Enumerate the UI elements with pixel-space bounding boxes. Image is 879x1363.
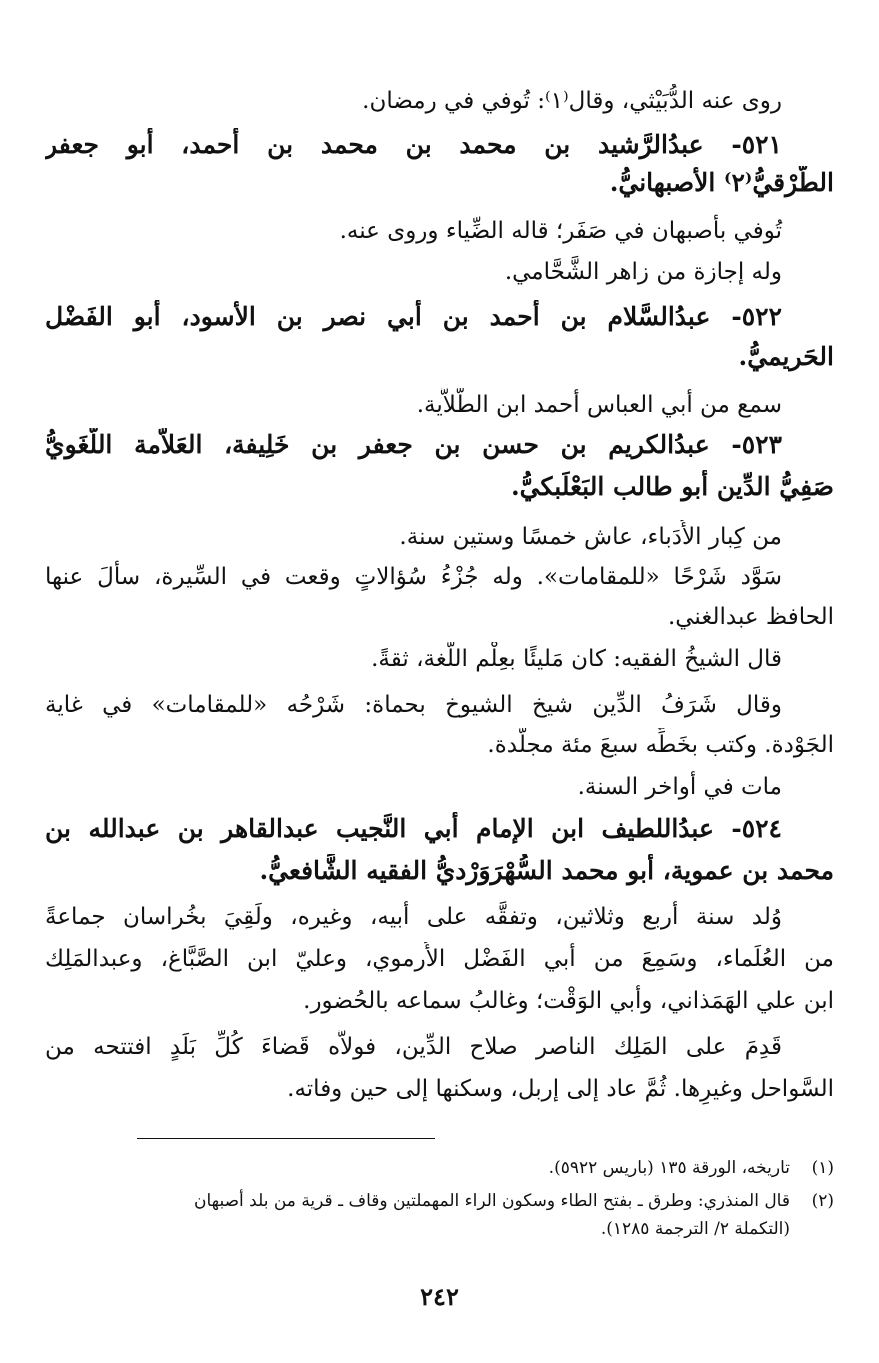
text-line: وُلد سنة أربع وثلاثين، وتفقَّه على أبيه، وغيره، ولَقِيَ بخُراسان جماعةً [45,904,782,930]
footnote-text: (التكملة ٢/ الترجمة ١٢٨٥). [600,1219,790,1239]
text-line: من كِبار الأُدَباء، عاش خمسًا وستين سنة. [399,524,782,550]
text-line: الجَوْدة. وكتب بخَطِّه سبعَ مئة مجلَّدة. [487,732,834,758]
footnote-1 [45,1156,834,1181]
text-line: ابن علي الهَمَذاني، وأبي الوَقْت؛ وغالبُ سماعه بالحُضور. [303,988,834,1014]
text-line: وله إجازة من زاهر الشَّحَّامي. [504,259,782,285]
entry-heading-522-cont: الحَريميُّ. [738,342,834,371]
footnote-number: (١) [811,1158,834,1178]
text-line: مات في أواخر السنة. [577,774,782,800]
text-line: وقال شَرَفُ الدِّين شيخ الشيوخ بحماة: شَرْحُه «للمقامات» في غاية [45,692,782,718]
entry-heading-521-cont: الطَّرْقيُّ⁽٢⁾ الأصبهانيُّ. [609,168,834,197]
text-line: قال الشيخُ الفقيه: كان مَليئًا بعِلْم اللُّغة، ثقةً. [371,646,782,672]
footnote-separator [137,1138,435,1139]
entry-heading-523: ٥٢٣- عبدُالكريم بن حسن بن جعفر بن خَلِيفة، العَلاَّمة اللُّغَويُّ [45,430,782,459]
book-page [45,0,834,1363]
entry-heading-524: ٥٢٤- عبدُاللطيف ابن الإمام أبي النَّجيب عبدالقاهر بن عبدالله بن [45,814,782,843]
footnote-number: (٢) [811,1191,834,1211]
text-line: سَوَّد شَرْحًا «للمقامات». وله جُزْءُ سُؤالاتٍ وقعت في السِّيرة، سألَ عنها [45,564,782,590]
entry-heading-522: ٥٢٢- عبدُالسَّلام بن أحمد بن أبي نصر بن الأسود، أبو الفَضْل [45,302,782,331]
text-line: سمع من أبي العباس أحمد ابن الطَّلاَّية. [416,392,782,418]
text-line: السَّواحل وغيرِها. ثُمَّ عاد إلى إربل، وسكنها إلى حين وفاته. [287,1076,834,1102]
entry-heading-524-cont: محمد بن عموية، أبو محمد السُّهْرَوَرْديُّ الفقيه الشَّافعيُّ. [259,856,834,885]
text-line: تُوفي بأصبهان في صَفَر؛ قاله الضِّياء وروى عنه. [339,218,782,244]
footnote-2-cont [45,1217,834,1242]
footnote-2 [45,1189,834,1214]
entry-heading-523-cont: صَفِيُّ الدِّين أبو طالب البَعْلَبكيُّ. [510,472,834,501]
text-line: الحافظ عبدالغني. [667,604,834,630]
text-line: روى عنه الدُّبَيْثي، وقال⁽١⁾: تُوفي في رمضان. [362,88,782,114]
footnote-text: قال المنذري: وطرق ـ بفتح الطاء وسكون الراء المهملتين وقاف ـ قرية من بلد أصبهان [193,1191,790,1211]
entry-heading-521: ٥٢١- عبدُالرَّشيد بن محمد بن محمد بن أحمد، أبو جعفر [45,130,782,159]
text-line: قَدِمَ على المَلِك الناصر صلاح الدِّين، فولاَّه قَضاءَ كُلِّ بَلَدٍ افتتحه من [45,1034,782,1060]
page-number: ٢٤٢ [420,1282,459,1311]
text-line: من العُلَماء، وسَمِعَ من أبي الفَضْل الأُرموي، وعليّ ابن الصَّبَّاغ، وعبدالمَلِك [45,946,834,972]
footnote-text: تاريخه، الورقة ١٣٥ (باريس ٥٩٢٢). [548,1158,790,1178]
